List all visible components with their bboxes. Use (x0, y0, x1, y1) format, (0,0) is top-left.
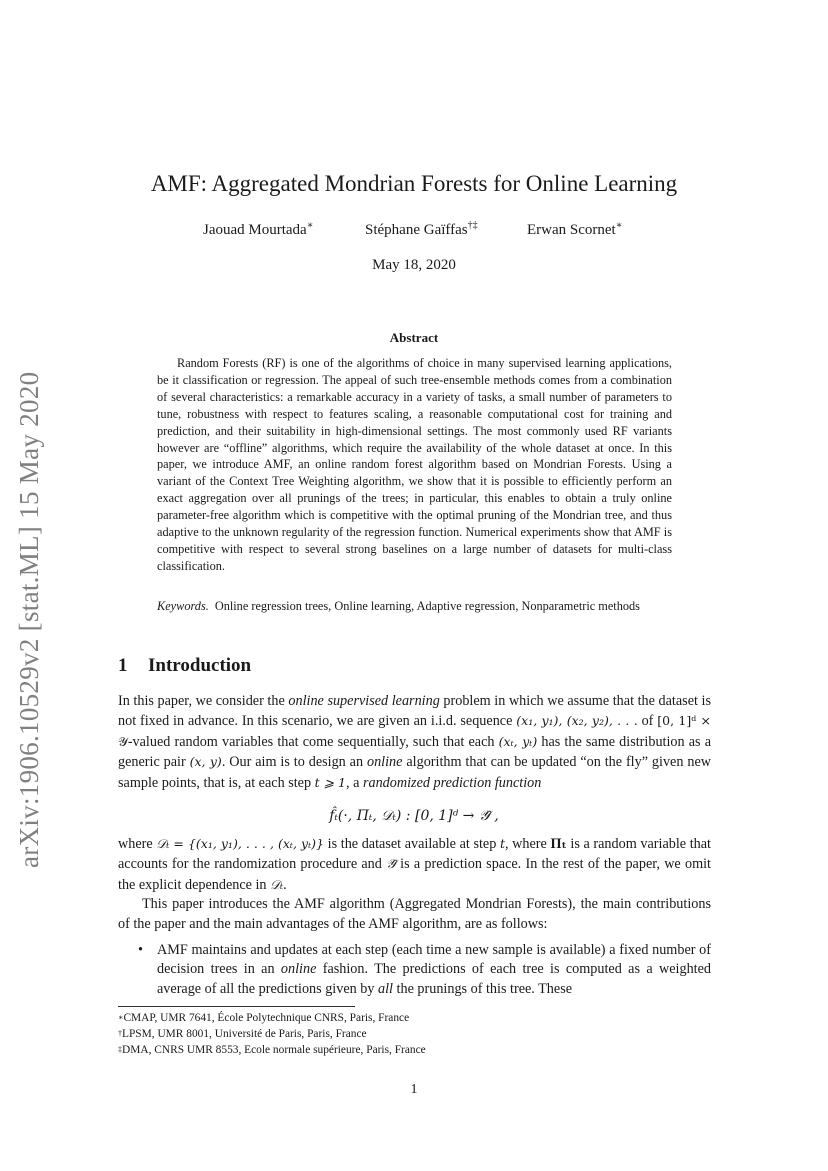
equation-text: f̂ₜ(·, Πₜ, 𝒟ₜ) : [0, 1]ᵈ → 𝒴̂ , (329, 808, 499, 824)
text-run: where (118, 836, 157, 852)
author-1 (203, 222, 314, 239)
footnote (118, 1010, 426, 1026)
text-run: fashion. The predictions of each tree is computed as a weighted average of all the predictions given by (157, 961, 711, 997)
text-run: is the dataset available at step (324, 836, 500, 852)
math-var: 𝒟ₜ (270, 876, 284, 892)
text-run: AMF maintains and updates at each step (each time a new sample is available) a fixed number of decision trees in an (157, 942, 711, 978)
text-run: is a prediction space. In the rest of the paper, we omit the explicit dependence in (118, 856, 711, 893)
author-name: Erwan Scornet (527, 222, 616, 238)
math-var: 𝒴̂ (386, 856, 396, 872)
text-run: , a (346, 774, 363, 791)
emphasis: online (366, 754, 403, 771)
text-run: problem in which we assume that the dataset is not fixed in advance. In this scenario, we are given an i.i.d. sequence (118, 693, 712, 730)
bullet-icon: • (138, 942, 143, 958)
footnote (118, 1026, 426, 1042)
arxiv-identifier: arXiv:1906.10529v2 [stat.ML] 15 May 2020 (14, 371, 44, 868)
text-run: . Our aim is to design an (221, 754, 367, 771)
footnote-text: DMA, CNRS UMR 8553, Ecole normale supérieure, Paris, France (122, 1044, 426, 1057)
abstract-body (157, 355, 672, 575)
math-space: [0, 1]ᵈ × 𝒴 (118, 713, 711, 749)
text-run: . (283, 876, 287, 893)
text-run: -valued random variables that come sequentially, such that each (127, 733, 499, 750)
math-var: Πₜ (550, 836, 567, 852)
author-3 (527, 222, 623, 239)
text-run: algorithm that can be updated “on the fly” given new sample points, that is, at each step (118, 754, 711, 791)
footnote-text: LPSM, UMR 8001, Université de Paris, Paris, France (122, 1028, 367, 1041)
keywords (157, 598, 672, 615)
page-number: 1 (410, 1082, 418, 1097)
math-var: t (499, 836, 505, 851)
author-affiliation-mark: ∗ (306, 220, 314, 231)
abstract-text: Random Forests (RF) is one of the algorithms of choice in many supervised learning applications, be it classification or regression. The appeal of such tree-ensemble methods comes from a combination of several characteristics: a remarkable accuracy in a variety of tasks, a small number of parameters to tune, robustness with respect to features scaling, a reasonable computational cost for training and prediction, and their suitability in high-dimensional settings. The most commonly used RF variants however are “offline” algorithms, which require the availability of the whole dataset at once. In this paper, we introduce AMF, an online random forest algorithm based on Mondrian Forests. Using a variant of the Context Tree Weighting algorithm, we show that it is possible to efficiently perform an exact aggregation over all prunings of the trees; in particular, this enables to obtain a truly online parameter-free algorithm which is competitive with the optimal pruning of the Mondrian tree, and thus adaptive to the unknown regularity of the regression function. Numerical experiments show that AMF is competitive with respect to several strong baselines on a large number of datasets for multi-class classification. (157, 356, 672, 573)
section-title: Introduction (148, 655, 252, 676)
footnotes (118, 1010, 426, 1059)
math-dataset: 𝒟ₜ = {(x₁, y₁), . . . , (xₜ, yₜ)} (156, 836, 325, 851)
math-pair: (xₜ, yₜ) (498, 733, 538, 749)
math-sequence: (x₁, y₁), (x₂, y₂), . . . (516, 713, 638, 729)
author-affiliation-mark: ∗ (615, 220, 623, 231)
section-number: 1 (118, 655, 128, 676)
abstract-heading: Abstract (389, 330, 439, 345)
text-run: the prunings of this tree. These (393, 980, 573, 997)
emphasis: online (280, 961, 317, 978)
text-run: In this paper, we consider the (118, 693, 289, 709)
paper-date: May 18, 2020 (372, 257, 456, 273)
footnote (118, 1042, 426, 1058)
emphasis: randomized prediction function (362, 774, 542, 791)
author-2 (365, 222, 478, 239)
text-run: has the same distribution as a generic pair (118, 733, 712, 771)
text-run: , where (504, 836, 551, 852)
author-affiliation-mark: †‡ (467, 220, 478, 231)
intro-paragraph-1 (118, 692, 711, 793)
section-heading (118, 655, 251, 677)
keywords-text: Online regression trees, Online learning, Adaptive regression, Nonparametric methods (214, 599, 640, 613)
author-name: Jaouad Mourtada (203, 222, 307, 238)
text-run: is a random variable that accounts for the randomization procedure and (118, 836, 711, 873)
paper-title: AMF: Aggregated Mondrian Forests for Online Learning (150, 171, 678, 196)
footnote-mark: ∗ (118, 1013, 124, 1022)
math-step: t ⩾ 1 (314, 774, 347, 790)
footnote-mark: ‡ (118, 1045, 122, 1055)
footnote-mark: † (118, 1029, 122, 1039)
display-equation (0, 808, 828, 825)
footnote-text: CMAP, UMR 7641, École Polytechnique CNRS, Paris, France (123, 1012, 410, 1024)
emphasis: all (378, 980, 393, 997)
keywords-label: Keywords. (157, 599, 209, 613)
intro-paragraph-3: This paper introduces the AMF algorithm (Aggregated Mondrian Forests), the main contributions of the paper and the main advantages of the AMF algorithm, are as follows: (118, 896, 711, 932)
intro-paragraph-2 (118, 834, 711, 934)
emphasis: online supervised learning (288, 693, 440, 709)
math-pair: (x, y) (189, 754, 222, 770)
author-name: Stéphane Gaïffas (365, 222, 468, 238)
text-run: of (637, 713, 658, 730)
list-item (118, 941, 711, 999)
footnote-rule (118, 1006, 355, 1007)
